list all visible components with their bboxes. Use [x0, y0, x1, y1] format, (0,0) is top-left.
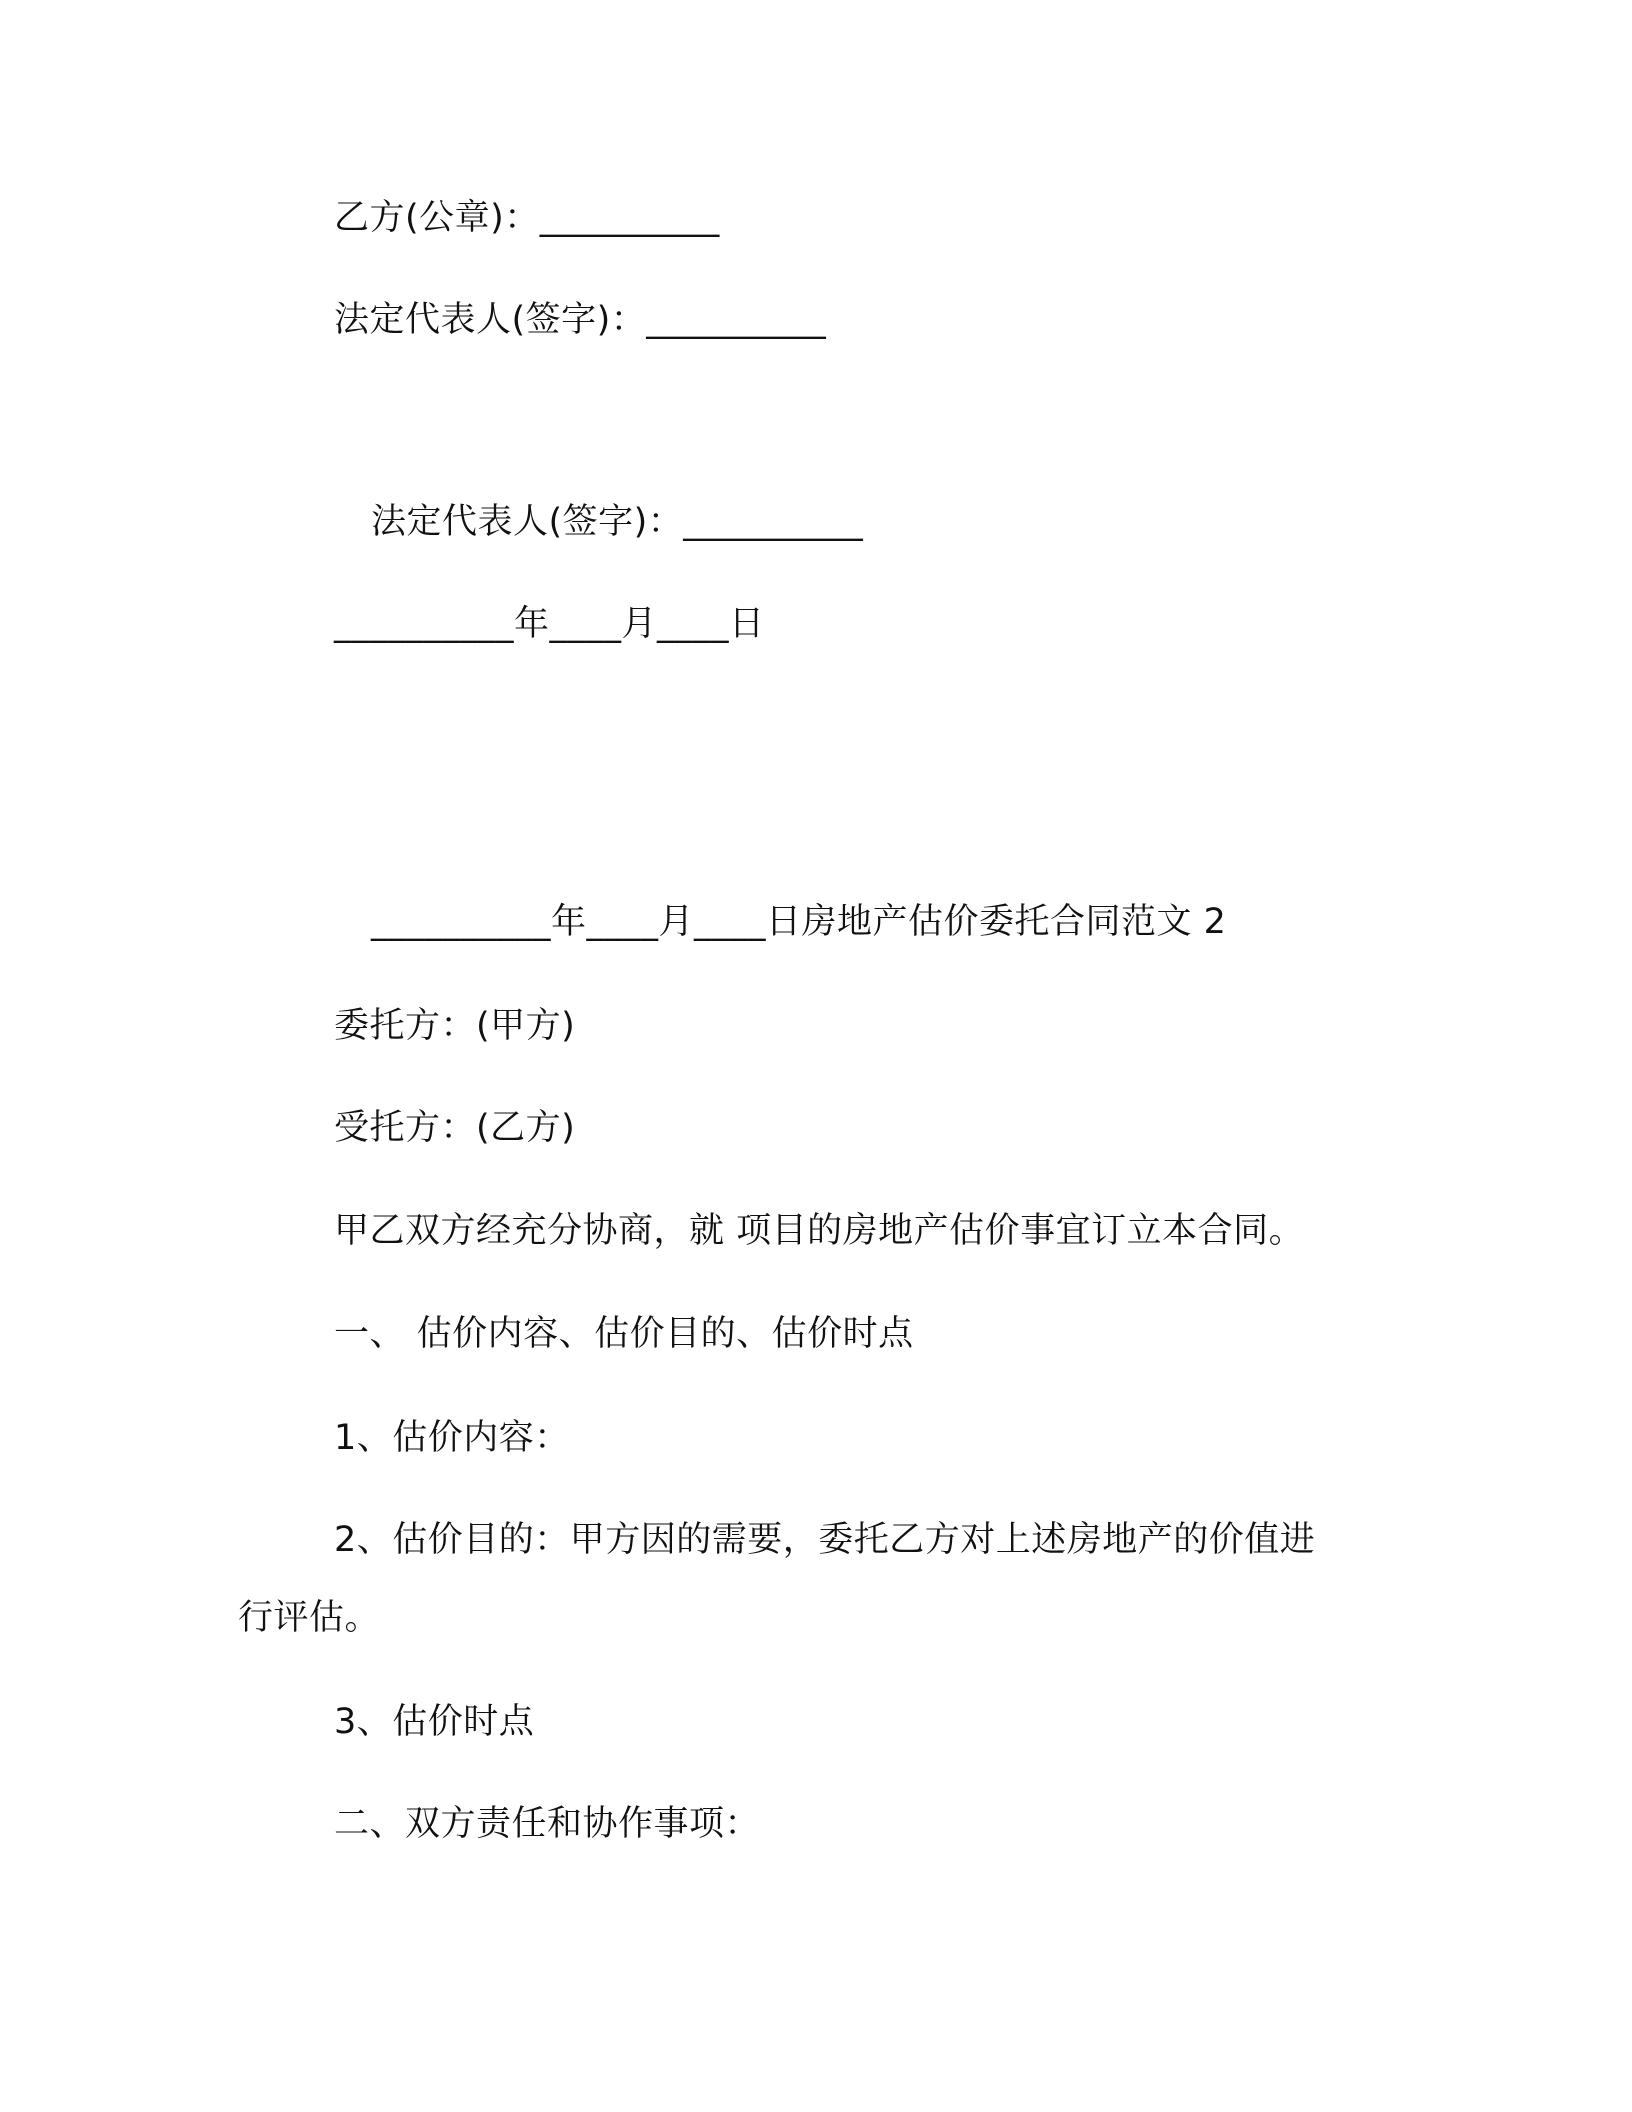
section-2-heading: 二、双方责任和协作事项：: [334, 1804, 761, 1844]
date-line: __________年____月____日: [334, 604, 765, 644]
item-3-line: 3、估价时点: [334, 1702, 535, 1742]
section-1-heading: 一、 估价内容、估价目的、估价时点: [334, 1314, 914, 1354]
contract-title: __________年____月____日房地产估价委托合同范文 2: [371, 902, 1227, 942]
legal-representative-signature-line: 法定代表人(签字)：__________: [371, 502, 864, 542]
item-2-line-2: 行评估。: [238, 1598, 381, 1638]
intro-paragraph: 甲乙双方经充分协商，就 项目的房地产估价事宜订立本合同。: [334, 1211, 1305, 1251]
party-b-seal-line: 乙方(公章)：__________: [334, 198, 720, 238]
trustee-party-line: 受托方：(乙方): [334, 1108, 576, 1148]
client-party-line: 委托方：(甲方): [334, 1006, 576, 1046]
item-1-line: 1、估价内容：: [334, 1418, 570, 1458]
legal-representative-signature-line: 法定代表人(签字)：__________: [334, 300, 827, 340]
item-2-line-1: 2、估价目的：甲方因的需要，委托乙方对上述房地产的价值进: [334, 1520, 1316, 1560]
